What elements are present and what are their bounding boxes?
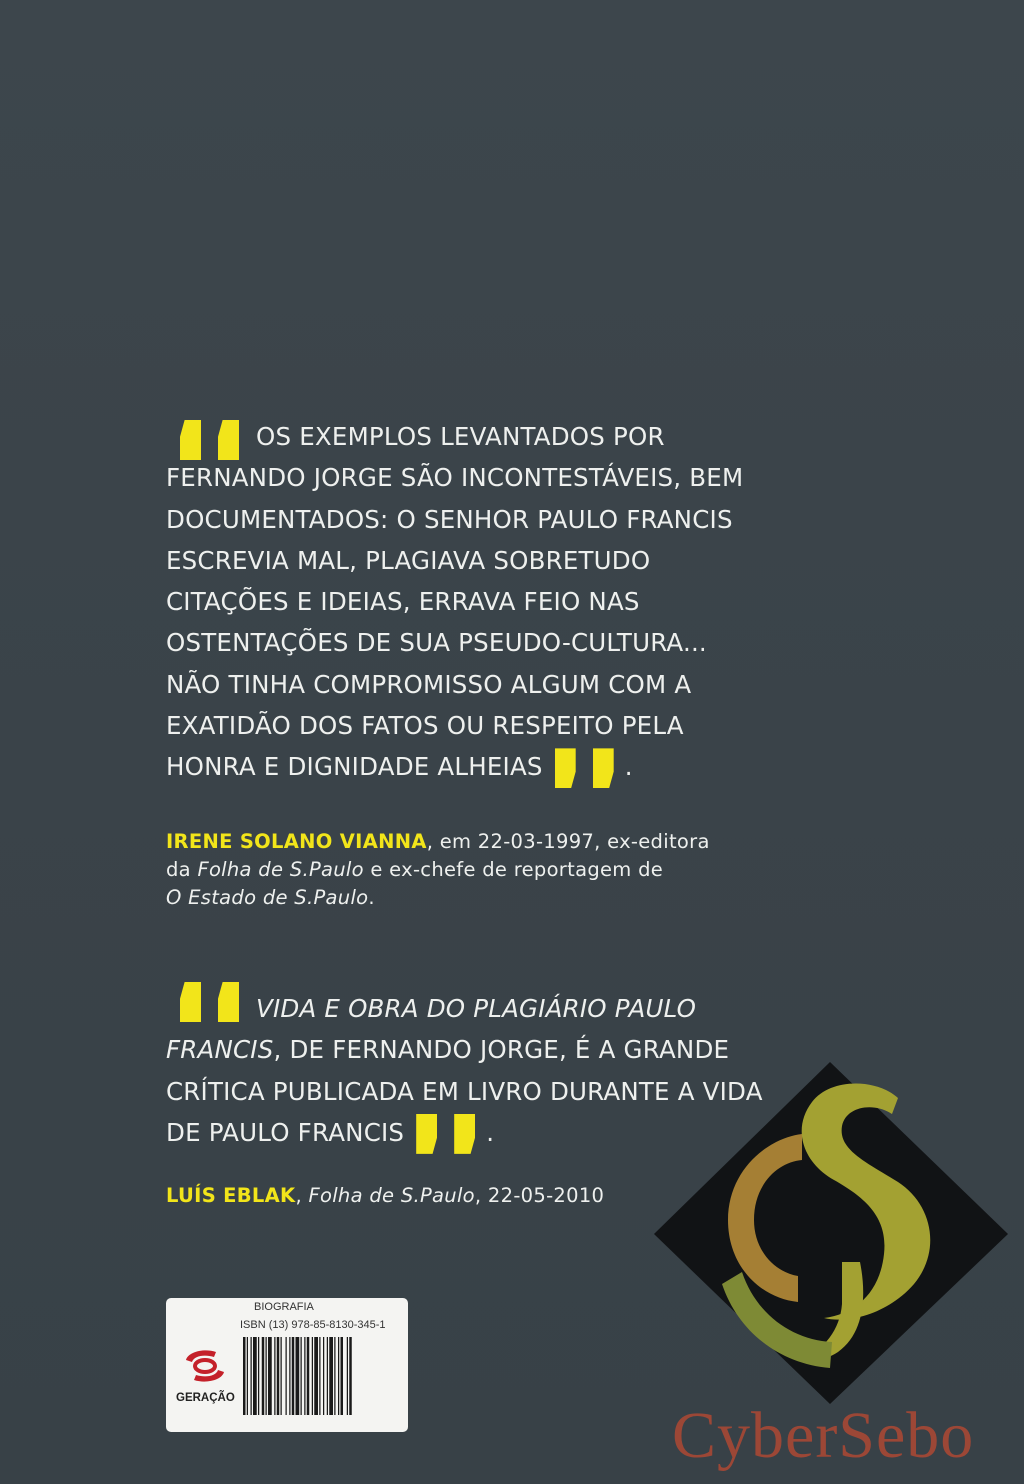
book-title: FRANCIS [166, 1035, 274, 1065]
attribution-text: , [295, 1184, 309, 1207]
category-label: BIOGRAFIA [254, 1301, 314, 1313]
attribution-date: , 22-05-2010 [474, 1184, 605, 1207]
publisher-logo-icon [178, 1348, 232, 1384]
close-quote-icon [543, 746, 625, 787]
attribution-text: , em 22-03-1997, ex-editora [426, 830, 710, 853]
quote-line: OSTENTAÇÕES DE SUA PSEUDO-CULTURA... [166, 628, 707, 658]
author-name: IRENE SOLANO VIANNA [166, 830, 427, 853]
barcode-icon [243, 1337, 401, 1415]
quote-line: CRÍTICA PUBLICADA EM LIVRO DURANTE A VIDA [166, 1076, 763, 1106]
attribution-text: e ex-chefe de reportagem de [363, 858, 664, 881]
quote-line: FERNANDO JORGE SÃO INCONTESTÁVEIS, BEM [166, 463, 744, 493]
quote-line: EXATIDÃO DOS FATOS OU RESPEITO PELA [166, 711, 684, 741]
attribution-irene [166, 828, 710, 912]
attribution-text: . [368, 886, 375, 909]
quote-line: NÃO TINHA COMPROMISSO ALGUM COM A [166, 669, 692, 699]
author-name: LUÍS EBLAK [166, 1184, 296, 1207]
quote-line: OS EXEMPLOS LEVANTADOS POR [256, 422, 665, 451]
isbn-label: ISBN (13) 978-85-8130-345-1 [240, 1319, 386, 1331]
barcode-panel [166, 1298, 408, 1432]
close-quote-icon [404, 1112, 486, 1153]
publication-name: O Estado de S.Paulo [166, 886, 369, 909]
quote-line: DOCUMENTADOS: O SENHOR PAULO FRANCIS [166, 504, 733, 534]
open-quote-icon [166, 416, 256, 457]
quote-irene [166, 416, 743, 788]
quote-line: CITAÇÕES E IDEIAS, ERRAVA FEIO NAS [166, 587, 640, 617]
attribution-eblak [166, 1182, 604, 1210]
quote-line: , DE FERNANDO JORGE, É A GRANDE [273, 1035, 730, 1065]
attribution-text: da [166, 858, 198, 881]
quote-end-period: . [624, 752, 633, 782]
quote-line: DE PAULO FRANCIS [166, 1117, 405, 1147]
quote-line: VIDA E OBRA DO PLAGIÁRIO PAULO [256, 994, 697, 1023]
quote-line: HONRA E DIGNIDADE ALHEIAS [166, 752, 543, 782]
publication-name: Folha de S.Paulo [197, 858, 364, 881]
quote-end-period: . [486, 1117, 495, 1147]
quote-line: ESCREVIA MAL, PLAGIAVA SOBRETUDO [166, 545, 651, 575]
publication-name: Folha de S.Paulo [308, 1184, 475, 1207]
watermark-text: CyberSebo [672, 1399, 975, 1472]
open-quote-icon [166, 988, 256, 1029]
publisher-name: GERAÇÃO [176, 1392, 235, 1404]
